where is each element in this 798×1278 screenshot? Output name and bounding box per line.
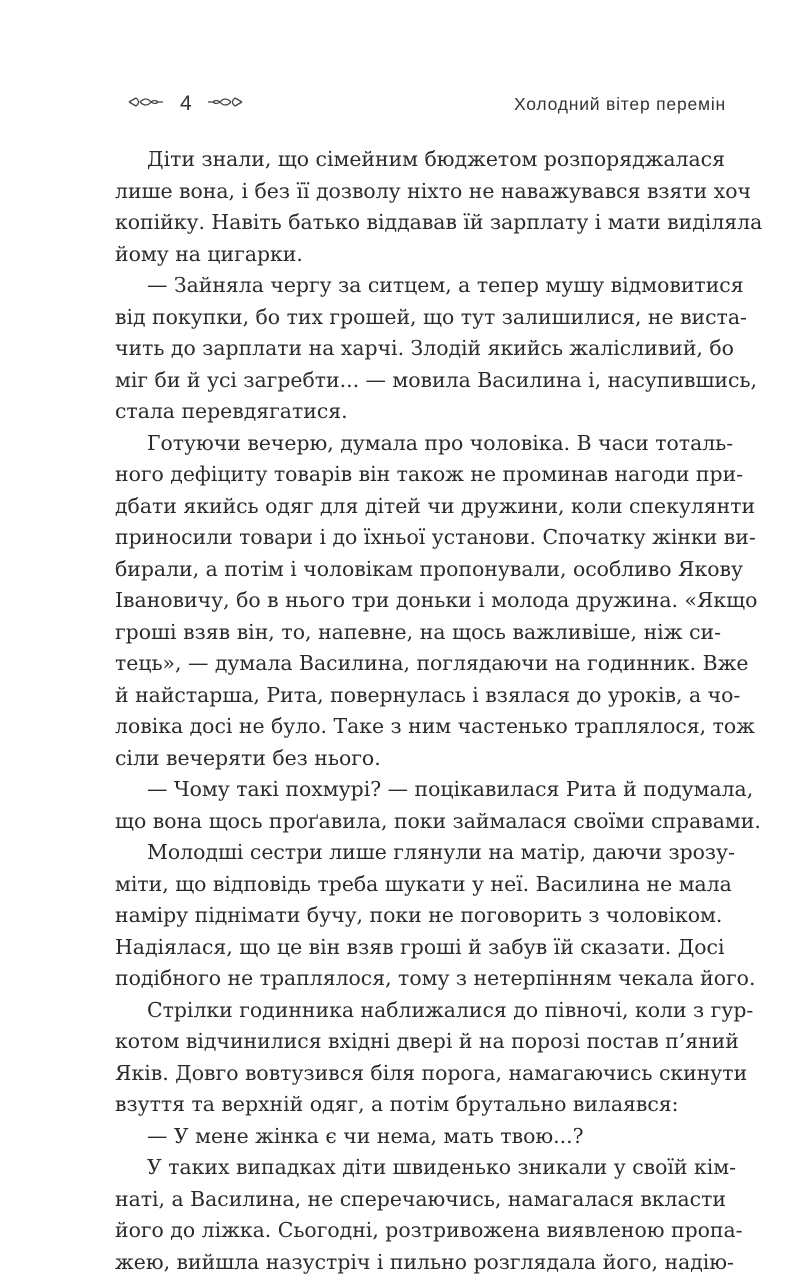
- text-line: котом відчинилися вхідні двері й на порозі постав п’яний: [115, 1026, 721, 1058]
- book-title: Холодний вітер перемін: [514, 94, 726, 115]
- text-line: Молодші сестри лише глянули на матір, даючи зрозу-: [115, 837, 721, 869]
- text-line: міг би й усі загребти... — мовила Василина і, насупившись,: [115, 365, 721, 397]
- page-number: 4: [180, 92, 192, 116]
- text-line: копійку. Навіть батько віддавав їй зарплату і мати виділяла: [115, 207, 721, 239]
- text-line: взуття та верхній одяг, а потім брутально вилаявся:: [115, 1089, 721, 1121]
- text-line: жею, вийшла назустріч і пильно розглядала його, надію-: [115, 1247, 721, 1278]
- text-line: наміру піднімати бучу, поки не поговорить з чоловіком.: [115, 900, 721, 932]
- text-line: приносили товари і до їхньої установи. Спочатку жінки ви-: [115, 522, 721, 554]
- text-line: стала перевдягатися.: [115, 396, 721, 428]
- text-line: — Чому такі похмурі? — поцікавилася Рита й подумала,: [115, 774, 721, 806]
- text-line: Івановичу, бо в нього три доньки і молода дружина. «Якщо: [115, 585, 721, 617]
- left-ornament-icon: [127, 95, 165, 109]
- text-line: сіли вечеряти без нього.: [115, 743, 721, 775]
- text-line: Діти знали, що сімейним бюджетом розпоряджалася: [115, 144, 721, 176]
- text-line: Стрілки годинника наближалися до півночі, коли з гур-: [115, 995, 721, 1027]
- text-line: — У мене жінка є чи нема, мать твою...?: [115, 1121, 721, 1153]
- text-line: подібного не траплялося, тому з нетерпінням чекала його.: [115, 963, 721, 995]
- right-ornament-icon: [206, 95, 244, 109]
- text-line: Надіялася, що це він взяв гроші й забув їй сказати. Досі: [115, 932, 721, 964]
- text-line: чить до зарплати на харчі. Злодій якийсь жалісливий, бо: [115, 333, 721, 365]
- text-line: лише вона, і без її дозволу ніхто не наважувався взяти хоч: [115, 176, 721, 208]
- text-line: наті, а Василина, не сперечаючись, намагалася вкласти: [115, 1184, 721, 1216]
- text-line: Яків. Довго вовтузився біля порога, намагаючись скинути: [115, 1058, 721, 1090]
- text-line: його до ліжка. Сьогодні, розтривожена виявленою пропа-: [115, 1215, 721, 1247]
- text-line: дбати якийсь одяг для дітей чи дружини, коли спекулянти: [115, 491, 721, 523]
- page-body-text: [115, 144, 721, 1278]
- text-line: від покупки, бо тих грошей, що тут залишилися, не виста-: [115, 302, 721, 334]
- text-line: бирали, а потім і чоловікам пропонували, особливо Якову: [115, 554, 721, 586]
- running-head: [0, 92, 798, 118]
- text-line: Готуючи вечерю, думала про чоловіка. В часи тоталь-: [115, 428, 721, 460]
- text-line: гроші взяв він, то, напевне, на щось важливіше, ніж си-: [115, 617, 721, 649]
- text-line: йому на цигарки.: [115, 239, 721, 271]
- text-line: що вона щось проґавила, поки займалася своїми справами.: [115, 806, 721, 838]
- text-line: ного дефіциту товарів він також не проминав нагоди при-: [115, 459, 721, 491]
- text-line: тець», — думала Василина, поглядаючи на годинник. Вже: [115, 648, 721, 680]
- text-line: ловіка досі не було. Таке з ним частенько траплялося, тож: [115, 711, 721, 743]
- text-line: й найстарша, Рита, повернулась і взялася до уроків, а чо-: [115, 680, 721, 712]
- text-line: — Зайняла чергу за ситцем, а тепер мушу відмовитися: [115, 270, 721, 302]
- text-line: У таких випадках діти швиденько зникали у своїй кім-: [115, 1152, 721, 1184]
- text-line: міти, що відповідь треба шукати у неї. Василина не мала: [115, 869, 721, 901]
